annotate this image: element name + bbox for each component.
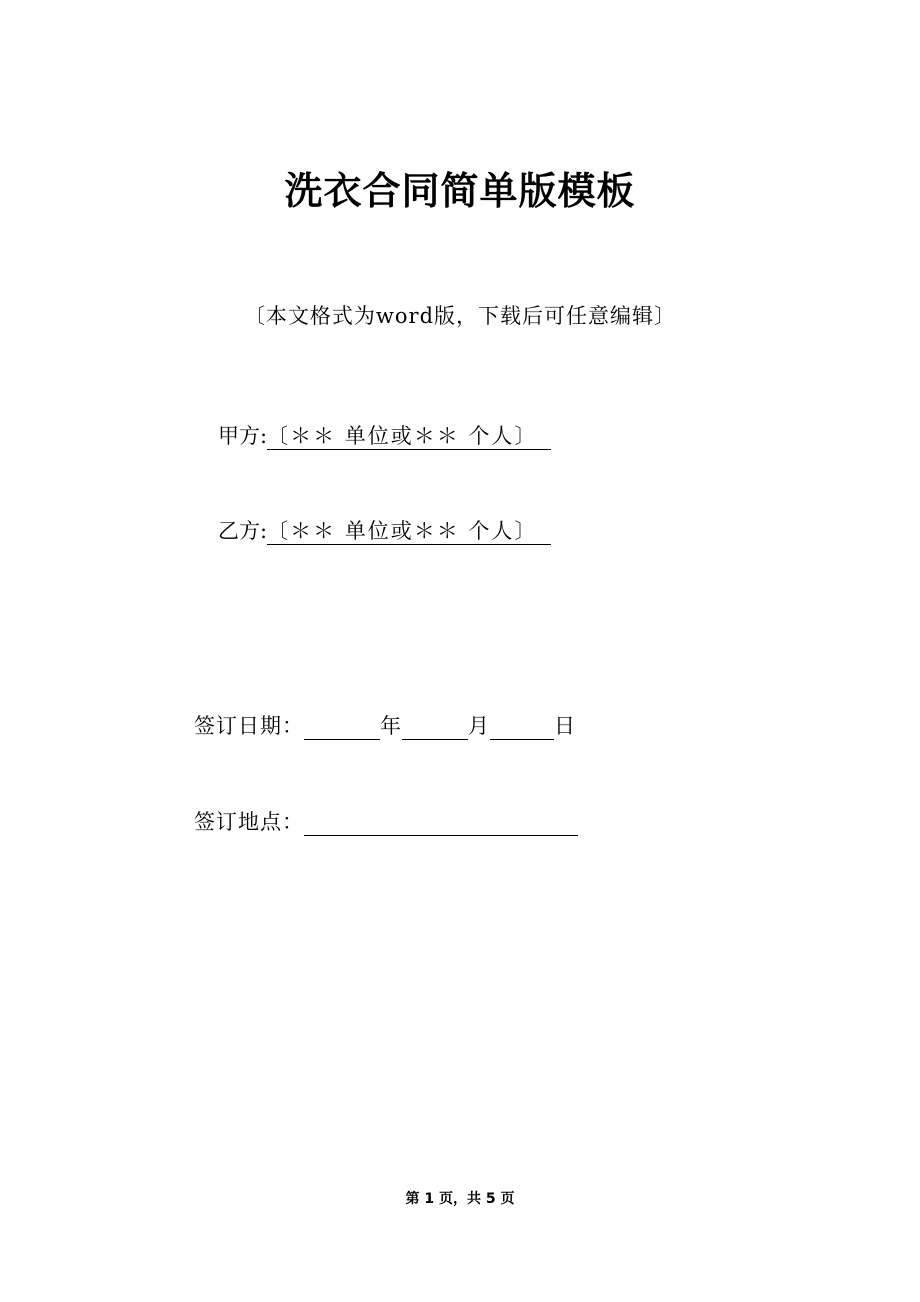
format-note: 〔本文格式为word版，下载后可任意编辑〕: [243, 304, 677, 328]
sign-place-line: [194, 806, 578, 836]
party-a-line: [218, 420, 551, 450]
party-b-label: 乙方:: [218, 519, 268, 543]
month-blank: [402, 717, 468, 740]
document-title: 洗衣合同简单版模板: [284, 169, 636, 213]
sign-date-label: 签订日期：: [194, 714, 304, 738]
day-label: 日: [554, 714, 576, 738]
year-blank: [304, 717, 380, 740]
party-b-value: 〔＊＊ 单位或＊＊ 个人〕: [267, 518, 551, 545]
day-blank: [490, 717, 554, 740]
sign-place-label: 签订地点：: [194, 810, 304, 834]
year-label: 年: [380, 714, 402, 738]
sign-date-line: [194, 710, 576, 740]
party-a-label: 甲方:: [218, 424, 268, 448]
party-b-line: [218, 515, 551, 545]
month-label: 月: [468, 714, 490, 738]
party-a-value: 〔＊＊ 单位或＊＊ 个人〕: [267, 423, 551, 450]
page-footer: 第 1 页，共 5 页: [405, 1191, 515, 1207]
place-blank: [304, 813, 578, 836]
